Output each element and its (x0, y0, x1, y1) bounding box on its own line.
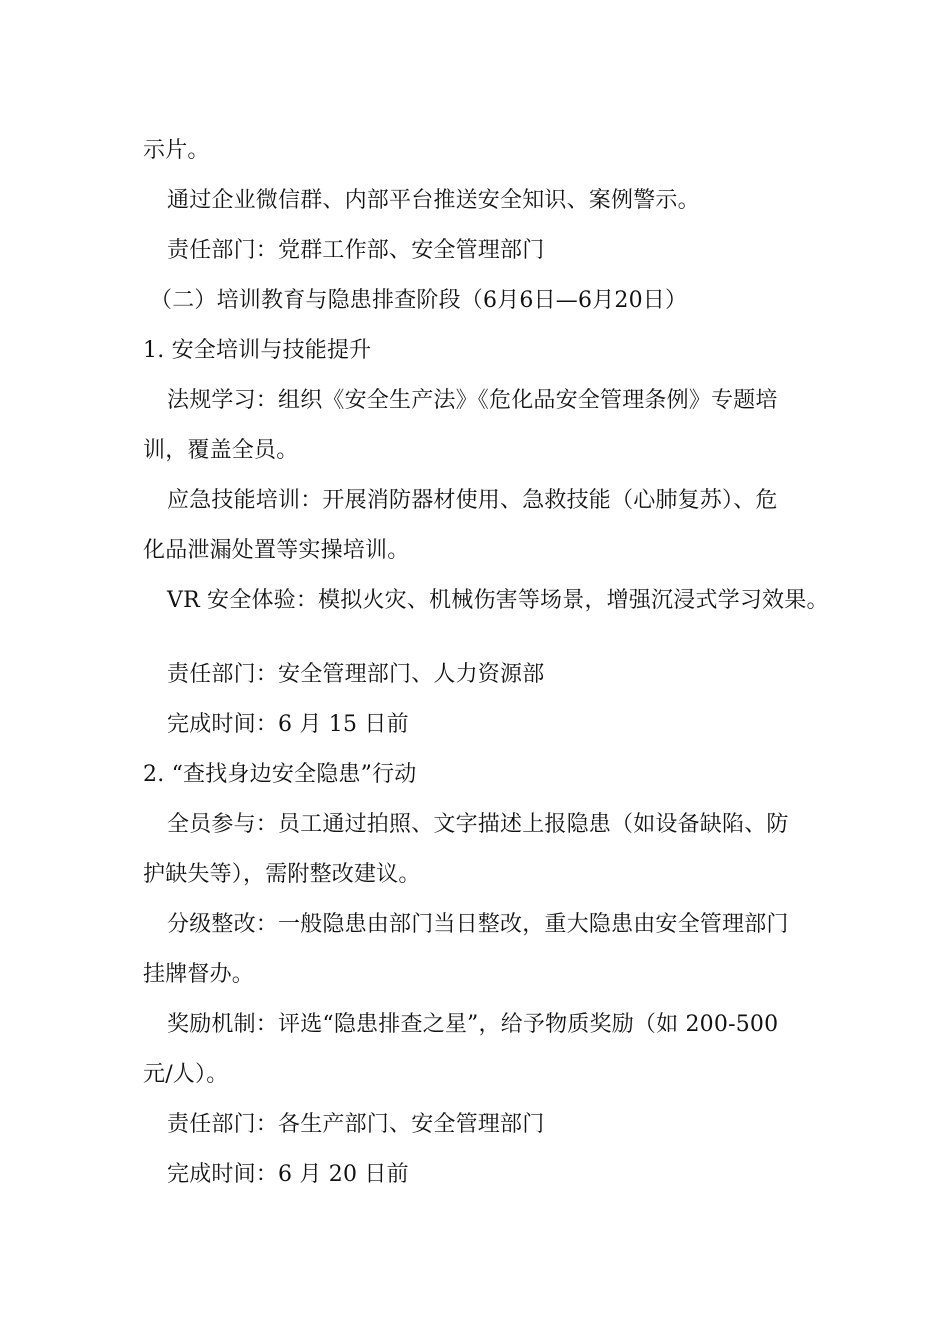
deadline-line: 完成时间：6 月 15 日前 (167, 712, 409, 737)
paragraph-line: 元/人）。 (143, 1062, 229, 1087)
paragraph-line: 化品泄漏处置等实操培训。 (143, 538, 410, 563)
paragraph-line: 挂牌督办。 (143, 962, 255, 987)
responsible-dept-line: 责任部门：各生产部门、安全管理部门 (167, 1112, 545, 1137)
responsible-dept-line: 责任部门：党群工作部、安全管理部门 (167, 238, 545, 263)
subsection-heading: 2. “查找身边安全隐患”行动 (143, 762, 417, 787)
paragraph-line: 通过企业微信群、内部平台推送安全知识、案例警示。 (167, 188, 700, 213)
paragraph-line: 全员参与：员工通过拍照、文字描述上报隐患（如设备缺陷、防 (167, 812, 789, 837)
paragraph-line: 应急技能培训：开展消防器材使用、急救技能（心肺复苏）、危 (167, 488, 778, 513)
section-heading: （二）培训教育与隐患排查阶段（6月6日—6月20日） (150, 288, 688, 313)
paragraph-line: VR 安全体验：模拟火灾、机械伤害等场景，增强沉浸式学习效果。 (167, 588, 829, 613)
subsection-heading: 1. 安全培训与技能提升 (143, 338, 372, 363)
paragraph-line: 奖励机制：评选“隐患排查之星”，给予物质奖励（如 200-500 (167, 1012, 779, 1037)
paragraph-line: 分级整改：一般隐患由部门当日整改，重大隐患由安全管理部门 (167, 912, 789, 937)
deadline-line: 完成时间：6 月 20 日前 (167, 1162, 409, 1187)
paragraph-line: 训，覆盖全员。 (143, 438, 299, 463)
responsible-dept-line: 责任部门：安全管理部门、人力资源部 (167, 662, 545, 687)
paragraph-line: 护缺失等），需附整改建议。 (143, 862, 421, 887)
paragraph-line: 示片。 (143, 138, 210, 163)
paragraph-line: 法规学习：组织《安全生产法》《危化品安全管理条例》专题培 (167, 388, 778, 413)
